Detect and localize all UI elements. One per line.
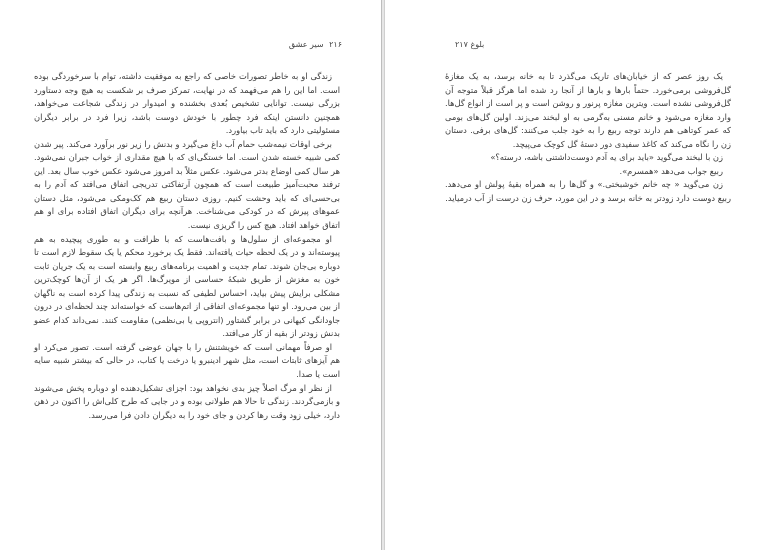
left-page-number: ۲۱۶: [329, 40, 342, 49]
right-page-body: [445, 70, 731, 205]
left-page-header: [289, 40, 342, 49]
right-page-number: ۲۱۷: [455, 40, 468, 49]
left-page-body: [34, 70, 340, 422]
left-running-title: سیر عشق: [288, 40, 324, 49]
paragraph: زندگی او به خاطر تصورات خاصی که راجع به موفقیت داشته، توام با سرخوردگی بوده است. اما این را هم می‌فهمد که در نهایت، تمرکز صرف بر شکست به هیچ وجه دستاورد بزرگی نیست. توانایی تشخیص بُعدی بخشنده و امیدوار در زندگی شجاعت می‌خواهد، همچنین دانستن اینکه فرد چطور با خودش دوست باشد، زیرا فرد در برابر دیگران مسئولیتی دارد که باید تاب بیاورد.: [34, 71, 340, 136]
paragraph: از نظر او مرگ اصلاً چیز بدی نخواهد بود: اجزای تشکیل‌دهنده او دوباره پخش می‌شوند و بازمی‌گردند. زندگی تا حالا هم طولانی بوده و در جایی که طرح کلی‌اش را اکنون در ذهن دارد، خیلی زود وقت رها کردن و جای خود را به دیگران دادن فرا می‌رسد.: [34, 382, 340, 420]
right-running-title: بلوغ: [470, 40, 485, 49]
right-page: [385, 0, 768, 550]
paragraph: زن می‌گوید « چه خانم خوشبختی.» و گل‌ها را به همراه بقیهٔ پولش او می‌دهد. ربیع دوست دارد زودتر به خانه برسد و در این مورد، حرف زن درست از آب درمیاید.: [445, 179, 731, 203]
paragraph: او مجموعه‌ای از سلول‌ها و بافت‌هاست که با ظرافت و به طوری پیچیده به هم پیوسته‌اند و در یک لحظه حیات یافته‌اند. فقط یک برخورد محکم یا یک سقوط لازم است تا دوباره بی‌جان شوند. تمام جدیت و اهمیت برنامه‌های ربیع وابسته است به یک جریان ثابت خون به مغزش از طریق شبکهٔ حساسی از مویرگ‌ها. اگر هر یک از آن‌ها کوچک‌ترین مشکلی برایش پیش بیاید، احساس لطیفی که نسبت به زندگی پیدا کرده است به ناگهان از بین می‌رود. او تنها مجموعه‌ای اتفاقی از اتم‌هاست که خواسته‌اند چند لحظه‌ای در درون جاودانگی کیهانی در برابر گشتاور (انتروپی یا بی‌نظمی) مقاومت کنند. نمی‌داند کدام عضو بدنش زودتر از بقیه از کار می‌افتد.: [34, 233, 340, 339]
paragraph: او صرفاً مهمانی است که خویشتنش را با جهان عوضی گرفته است. تصور می‌کرد او هم آیزهای ثابتات است، مثل شهر ادینبرو یا درخت یا کتاب، در حالی که بیشتر شبیه سایه است یا صدا.: [34, 341, 340, 380]
paragraph: برخی اوقات نیمه‌شب حمام آب داغ می‌گیرد و بدنش را زیر نور برآورد می‌کند. پیر شدن کمی شبیه خسته شدن است. اما خستگی‌ای که با هیچ مقداری از خواب جبران نمی‌شود. هر سال کمی اوضاع بدتر می‌شود. عکس مثلاً بد امروز می‌شود عکس خوب سال بعد. این ترفند محبت‌آمیز طبیعت است که همچون آرتفاکتی تدریجی اتفاق می‌افتد که آدم را به بی‌حسی‌ای که باید وحشت کنیم. روزی دستان ربیع هم کک‌ومکی می‌شود، مثل دستان عموهای پیرش که در کودکی می‌شناخت. هرآنچه برای دیگران اتفاق افتاده برای او هم اتفاق خواهد افتاد. هیچ کس را گریزی نیست.: [34, 138, 340, 231]
paragraph: یک روز عصر که از خیابان‌های تاریک می‌گذرد تا به خانه برسد، به یک مغازهٔ گل‌فروشی برمی‌خورد. حتماً بارها و بارها از آنجا رد شده اما هرگز قبلاً متوجه آن گل‌فروشی نشده است. ویترین مغازه پرنور و روشن است و پر است از انواع گل‌ها. وارد مغازه می‌شود و خانم مسنی به‌گرمی به او لبخند می‌زند. اولین گل‌های بومی که عمر کوتاهی هم دارند توجه ربیع را به خود جلب می‌کنند: گل‌های برفی. دستان زن را نگاه می‌کند که کاغذ سفیدی دور دستهٔ گل کوچک می‌پیچد.: [445, 71, 731, 149]
paragraph: زن با لبخند می‌گوید «باید برای یه آدم دوست‌داشتنی باشه، درسته؟»: [490, 152, 723, 163]
right-page-header: [452, 40, 484, 49]
paragraph: ربیع جواب می‌دهد «همسرم».: [619, 165, 723, 176]
left-page: [0, 0, 381, 550]
